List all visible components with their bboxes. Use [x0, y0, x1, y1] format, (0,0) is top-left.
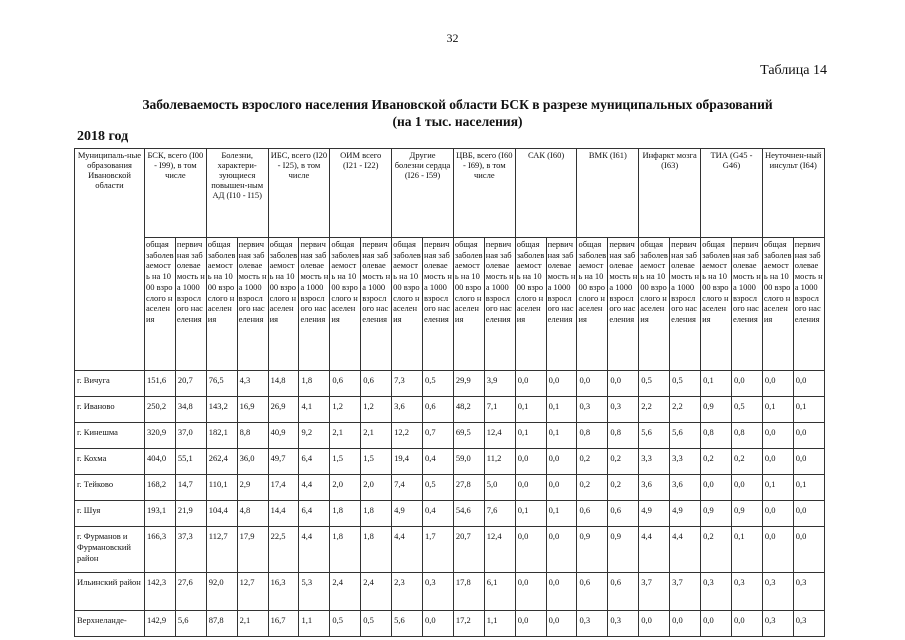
total-rate-cell: 0,0 [577, 371, 608, 397]
table-row [75, 475, 825, 501]
total-rate-cell: 0,0 [762, 371, 793, 397]
total-rate-cell: 48,2 [453, 397, 484, 423]
primary-rate-cell: 55,1 [175, 449, 206, 475]
primary-rate-cell: 0,2 [731, 449, 762, 475]
sub-header-total: общая заболеваемость на 1000 взрослого населения [515, 238, 546, 371]
sub-header-primary: первичная заболеваемость на 1000 взрослого населения [793, 238, 824, 371]
sub-header-row [75, 238, 825, 371]
total-rate-cell: 166,3 [145, 527, 176, 573]
primary-rate-cell: 37,0 [175, 423, 206, 449]
group-header: Инфаркт мозга (I63) [639, 149, 701, 238]
sub-header-total: общая заболеваемость на 1000 взрослого населения [206, 238, 237, 371]
sub-header-primary: первичная заболеваемость на 1000 взрослого населения [237, 238, 268, 371]
primary-rate-cell: 0,0 [793, 501, 824, 527]
total-rate-cell: 250,2 [145, 397, 176, 423]
total-rate-cell: 0,0 [515, 527, 546, 573]
primary-rate-cell: 0,0 [731, 371, 762, 397]
total-rate-cell: 0,0 [639, 611, 670, 637]
total-rate-cell: 0,5 [330, 611, 361, 637]
total-rate-cell: 49,7 [268, 449, 299, 475]
primary-rate-cell: 7,1 [484, 397, 515, 423]
total-rate-cell: 17,4 [268, 475, 299, 501]
title-line-2: (на 1 тыс. населения) [392, 114, 523, 129]
group-header: Неуточнен-ный инсульт (I64) [762, 149, 824, 238]
total-rate-cell: 3,6 [639, 475, 670, 501]
total-rate-cell: 0,6 [577, 501, 608, 527]
primary-rate-cell: 0,6 [608, 573, 639, 611]
primary-rate-cell: 0,6 [608, 501, 639, 527]
total-rate-cell: 112,7 [206, 527, 237, 573]
total-rate-cell: 0,9 [701, 397, 732, 423]
total-rate-cell: 0,1 [762, 475, 793, 501]
sub-header-total: общая заболеваемость на 1000 взрослого населения [268, 238, 299, 371]
primary-rate-cell: 0,3 [731, 573, 762, 611]
total-rate-cell: 17,8 [453, 573, 484, 611]
total-rate-cell: 0,3 [762, 611, 793, 637]
total-rate-cell: 0,2 [577, 449, 608, 475]
group-header: ВМК (I61) [577, 149, 639, 238]
total-rate-cell: 7,4 [392, 475, 423, 501]
total-rate-cell: 0,1 [515, 501, 546, 527]
morbidity-table [74, 148, 825, 637]
total-rate-cell: 0,1 [515, 397, 546, 423]
table-row [75, 397, 825, 423]
total-rate-cell: 0,3 [577, 397, 608, 423]
primary-rate-cell: 0,4 [423, 449, 454, 475]
total-rate-cell: 76,5 [206, 371, 237, 397]
year-label: 2018 год [77, 129, 129, 144]
sub-header-primary: первичная заболеваемость на 1000 взрослого населения [361, 238, 392, 371]
municipality-name: г. Тейково [75, 475, 145, 501]
total-rate-cell: 2,4 [330, 573, 361, 611]
total-rate-cell: 142,9 [145, 611, 176, 637]
sub-header-primary: первичная заболеваемость на 1000 взрослого населения [423, 238, 454, 371]
group-header: ЦВБ, всего (I60 - I69), в том числе [453, 149, 515, 238]
total-rate-cell: 168,2 [145, 475, 176, 501]
total-rate-cell: 0,0 [515, 371, 546, 397]
total-rate-cell: 22,5 [268, 527, 299, 573]
total-rate-cell: 0,9 [577, 527, 608, 573]
total-rate-cell: 3,7 [639, 573, 670, 611]
total-rate-cell: 27,8 [453, 475, 484, 501]
primary-rate-cell: 5,0 [484, 475, 515, 501]
total-rate-cell: 0,0 [515, 449, 546, 475]
sub-header-total: общая заболеваемость на 1000 взрослого населения [330, 238, 361, 371]
primary-rate-cell: 0,1 [546, 501, 577, 527]
total-rate-cell: 0,6 [330, 371, 361, 397]
total-rate-cell: 151,6 [145, 371, 176, 397]
primary-rate-cell: 7,6 [484, 501, 515, 527]
primary-rate-cell: 1,8 [361, 501, 392, 527]
primary-rate-cell: 4,1 [299, 397, 330, 423]
primary-rate-cell: 0,6 [361, 371, 392, 397]
total-rate-cell: 0,3 [701, 573, 732, 611]
table-row [75, 573, 825, 611]
total-rate-cell: 3,6 [392, 397, 423, 423]
sub-header-total: общая заболеваемость на 1000 взрослого населения [453, 238, 484, 371]
table-row [75, 371, 825, 397]
title-line-1: Заболеваемость взрослого населения Ивановской области БСК в разрезе муниципальных образований [142, 97, 773, 112]
primary-rate-cell: 0,1 [546, 397, 577, 423]
primary-rate-cell: 0,0 [731, 475, 762, 501]
primary-rate-cell: 0,8 [731, 423, 762, 449]
total-rate-cell: 5,6 [392, 611, 423, 637]
page-number: 32 [446, 31, 459, 45]
primary-rate-cell: 3,9 [484, 371, 515, 397]
total-rate-cell: 0,8 [701, 423, 732, 449]
total-rate-cell: 0,0 [762, 527, 793, 573]
total-rate-cell: 320,9 [145, 423, 176, 449]
total-rate-cell: 4,9 [639, 501, 670, 527]
total-rate-cell: 2,0 [330, 475, 361, 501]
total-rate-cell: 1,5 [330, 449, 361, 475]
primary-rate-cell: 0,0 [608, 371, 639, 397]
total-rate-cell: 0,0 [762, 449, 793, 475]
primary-rate-cell: 0,0 [546, 371, 577, 397]
primary-rate-cell: 1,8 [361, 527, 392, 573]
primary-rate-cell: 14,7 [175, 475, 206, 501]
group-header: Болезни, характери-зующиеся повышен-ным АД (I10 - I15) [206, 149, 268, 238]
total-rate-cell: 0,1 [701, 371, 732, 397]
primary-rate-cell: 4,9 [670, 501, 701, 527]
primary-rate-cell: 0,5 [423, 475, 454, 501]
sub-header-primary: первичная заболеваемость на 1000 взрослого населения [731, 238, 762, 371]
sub-header-primary: первичная заболеваемость на 1000 взрослого населения [608, 238, 639, 371]
primary-rate-cell: 6,4 [299, 449, 330, 475]
total-rate-cell: 110,1 [206, 475, 237, 501]
total-rate-cell: 2,2 [639, 397, 670, 423]
primary-rate-cell: 2,9 [237, 475, 268, 501]
total-rate-cell: 1,8 [330, 527, 361, 573]
group-header-row [75, 149, 825, 238]
total-rate-cell: 142,3 [145, 573, 176, 611]
municipality-name: г. Шуя [75, 501, 145, 527]
total-rate-cell: 12,2 [392, 423, 423, 449]
total-rate-cell: 262,4 [206, 449, 237, 475]
sub-header-primary: первичная заболеваемость на 1000 взрослого населения [175, 238, 206, 371]
total-rate-cell: 1,8 [330, 501, 361, 527]
primary-rate-cell: 0,0 [546, 527, 577, 573]
total-rate-cell: 0,8 [577, 423, 608, 449]
total-rate-cell: 0,0 [762, 423, 793, 449]
total-rate-cell: 29,9 [453, 371, 484, 397]
primary-rate-cell: 5,6 [670, 423, 701, 449]
total-rate-cell: 404,0 [145, 449, 176, 475]
primary-rate-cell: 0,0 [546, 475, 577, 501]
primary-rate-cell: 0,0 [670, 611, 701, 637]
municipality-name: г. Фурманов и Фурмановский район [75, 527, 145, 573]
total-rate-cell: 92,0 [206, 573, 237, 611]
primary-rate-cell: 16,9 [237, 397, 268, 423]
total-rate-cell: 5,6 [639, 423, 670, 449]
total-rate-cell: 0,1 [515, 423, 546, 449]
corner-header: Муниципаль-ные образования Ивановской области [75, 149, 145, 371]
primary-rate-cell: 12,7 [237, 573, 268, 611]
primary-rate-cell: 27,6 [175, 573, 206, 611]
primary-rate-cell: 0,0 [546, 449, 577, 475]
primary-rate-cell: 3,7 [670, 573, 701, 611]
group-header: ТИА (G45 - G46) [701, 149, 763, 238]
primary-rate-cell: 0,0 [546, 611, 577, 637]
total-rate-cell: 0,2 [701, 449, 732, 475]
primary-rate-cell: 1,5 [361, 449, 392, 475]
total-rate-cell: 2,3 [392, 573, 423, 611]
primary-rate-cell: 6,1 [484, 573, 515, 611]
primary-rate-cell: 5,6 [175, 611, 206, 637]
total-rate-cell: 0,0 [515, 573, 546, 611]
total-rate-cell: 14,8 [268, 371, 299, 397]
total-rate-cell: 4,4 [639, 527, 670, 573]
primary-rate-cell: 1,7 [423, 527, 454, 573]
primary-rate-cell: 4,4 [670, 527, 701, 573]
total-rate-cell: 87,8 [206, 611, 237, 637]
primary-rate-cell: 2,0 [361, 475, 392, 501]
primary-rate-cell: 4,3 [237, 371, 268, 397]
group-header: ОИМ всего (I21 - I22) [330, 149, 392, 238]
total-rate-cell: 0,0 [515, 611, 546, 637]
total-rate-cell: 0,0 [762, 501, 793, 527]
primary-rate-cell: 2,2 [670, 397, 701, 423]
total-rate-cell: 0,1 [762, 397, 793, 423]
primary-rate-cell: 12,4 [484, 527, 515, 573]
table-row [75, 611, 825, 637]
total-rate-cell: 0,0 [701, 475, 732, 501]
document-title [90, 96, 825, 130]
primary-rate-cell: 5,3 [299, 573, 330, 611]
total-rate-cell: 4,9 [392, 501, 423, 527]
primary-rate-cell: 1,2 [361, 397, 392, 423]
primary-rate-cell: 0,9 [608, 527, 639, 573]
total-rate-cell: 1,2 [330, 397, 361, 423]
primary-rate-cell: 2,4 [361, 573, 392, 611]
table-body [75, 371, 825, 637]
primary-rate-cell: 0,0 [731, 611, 762, 637]
total-rate-cell: 4,4 [392, 527, 423, 573]
total-rate-cell: 69,5 [453, 423, 484, 449]
primary-rate-cell: 17,9 [237, 527, 268, 573]
group-header: САК (I60) [515, 149, 577, 238]
total-rate-cell: 16,3 [268, 573, 299, 611]
primary-rate-cell: 0,0 [793, 371, 824, 397]
primary-rate-cell: 1,8 [299, 371, 330, 397]
sub-header-primary: первичная заболеваемость на 1000 взрослого населения [484, 238, 515, 371]
primary-rate-cell: 0,1 [731, 527, 762, 573]
total-rate-cell: 0,5 [639, 371, 670, 397]
total-rate-cell: 0,0 [515, 475, 546, 501]
primary-rate-cell: 4,4 [299, 475, 330, 501]
total-rate-cell: 0,3 [577, 611, 608, 637]
total-rate-cell: 7,3 [392, 371, 423, 397]
sub-header-total: общая заболеваемость на 1000 взрослого населения [762, 238, 793, 371]
total-rate-cell: 0,0 [701, 611, 732, 637]
table-row [75, 501, 825, 527]
primary-rate-cell: 2,1 [237, 611, 268, 637]
primary-rate-cell: 0,2 [608, 475, 639, 501]
primary-rate-cell: 0,5 [361, 611, 392, 637]
primary-rate-cell: 3,6 [670, 475, 701, 501]
total-rate-cell: 17,2 [453, 611, 484, 637]
primary-rate-cell: 4,4 [299, 527, 330, 573]
total-rate-cell: 0,2 [577, 475, 608, 501]
total-rate-cell: 19,4 [392, 449, 423, 475]
total-rate-cell: 3,3 [639, 449, 670, 475]
primary-rate-cell: 37,3 [175, 527, 206, 573]
primary-rate-cell: 0,5 [423, 371, 454, 397]
municipality-name: Верхнеланде- [75, 611, 145, 637]
primary-rate-cell: 11,2 [484, 449, 515, 475]
primary-rate-cell: 20,7 [175, 371, 206, 397]
primary-rate-cell: 34,8 [175, 397, 206, 423]
municipality-name: г. Вичуга [75, 371, 145, 397]
total-rate-cell: 26,9 [268, 397, 299, 423]
table-row [75, 527, 825, 573]
primary-rate-cell: 0,1 [793, 397, 824, 423]
primary-rate-cell: 0,0 [793, 527, 824, 573]
total-rate-cell: 14,4 [268, 501, 299, 527]
total-rate-cell: 2,1 [330, 423, 361, 449]
primary-rate-cell: 6,4 [299, 501, 330, 527]
total-rate-cell: 104,4 [206, 501, 237, 527]
primary-rate-cell: 2,1 [361, 423, 392, 449]
primary-rate-cell: 0,2 [608, 449, 639, 475]
primary-rate-cell: 0,3 [793, 573, 824, 611]
primary-rate-cell: 0,0 [546, 573, 577, 611]
total-rate-cell: 16,7 [268, 611, 299, 637]
table-label: Таблица 14 [760, 63, 827, 78]
sub-header-primary: первичная заболеваемость на 1000 взрослого населения [670, 238, 701, 371]
primary-rate-cell: 21,9 [175, 501, 206, 527]
primary-rate-cell: 4,8 [237, 501, 268, 527]
total-rate-cell: 0,9 [701, 501, 732, 527]
primary-rate-cell: 9,2 [299, 423, 330, 449]
primary-rate-cell: 0,5 [731, 397, 762, 423]
municipality-name: г. Кинешма [75, 423, 145, 449]
primary-rate-cell: 0,0 [423, 611, 454, 637]
primary-rate-cell: 0,0 [793, 449, 824, 475]
total-rate-cell: 0,6 [577, 573, 608, 611]
total-rate-cell: 20,7 [453, 527, 484, 573]
total-rate-cell: 40,9 [268, 423, 299, 449]
primary-rate-cell: 0,3 [608, 397, 639, 423]
primary-rate-cell: 3,3 [670, 449, 701, 475]
primary-rate-cell: 8,8 [237, 423, 268, 449]
table-row [75, 423, 825, 449]
municipality-name: Ильинский район [75, 573, 145, 611]
primary-rate-cell: 1,1 [484, 611, 515, 637]
total-rate-cell: 54,6 [453, 501, 484, 527]
primary-rate-cell: 0,7 [423, 423, 454, 449]
total-rate-cell: 193,1 [145, 501, 176, 527]
primary-rate-cell: 0,3 [793, 611, 824, 637]
primary-rate-cell: 0,1 [546, 423, 577, 449]
sub-header-total: общая заболеваемость на 1000 взрослого населения [145, 238, 176, 371]
primary-rate-cell: 0,5 [670, 371, 701, 397]
group-header: БСК, всего (I00 - I99), в том числе [145, 149, 207, 238]
total-rate-cell: 182,1 [206, 423, 237, 449]
primary-rate-cell: 12,4 [484, 423, 515, 449]
sub-header-total: общая заболеваемость на 1000 взрослого населения [392, 238, 423, 371]
sub-header-primary: первичная заболеваемость на 1000 взрослого населения [299, 238, 330, 371]
primary-rate-cell: 0,6 [423, 397, 454, 423]
primary-rate-cell: 0,3 [423, 573, 454, 611]
group-header: Другие болезни сердца (I26 - I59) [392, 149, 454, 238]
primary-rate-cell: 0,0 [793, 423, 824, 449]
municipality-name: г. Иваново [75, 397, 145, 423]
table-row [75, 449, 825, 475]
primary-rate-cell: 0,9 [731, 501, 762, 527]
total-rate-cell: 59,0 [453, 449, 484, 475]
total-rate-cell: 143,2 [206, 397, 237, 423]
sub-header-primary: первичная заболеваемость на 1000 взрослого населения [546, 238, 577, 371]
primary-rate-cell: 0,3 [608, 611, 639, 637]
sub-header-total: общая заболеваемость на 1000 взрослого населения [577, 238, 608, 371]
total-rate-cell: 0,2 [701, 527, 732, 573]
primary-rate-cell: 0,1 [793, 475, 824, 501]
primary-rate-cell: 36,0 [237, 449, 268, 475]
table-header [75, 149, 825, 371]
sub-header-total: общая заболеваемость на 1000 взрослого населения [701, 238, 732, 371]
primary-rate-cell: 1,1 [299, 611, 330, 637]
group-header: ИБС, всего (I20 - I25), в том числе [268, 149, 330, 238]
total-rate-cell: 0,3 [762, 573, 793, 611]
primary-rate-cell: 0,4 [423, 501, 454, 527]
municipality-name: г. Кохма [75, 449, 145, 475]
primary-rate-cell: 0,8 [608, 423, 639, 449]
sub-header-total: общая заболеваемость на 1000 взрослого населения [639, 238, 670, 371]
